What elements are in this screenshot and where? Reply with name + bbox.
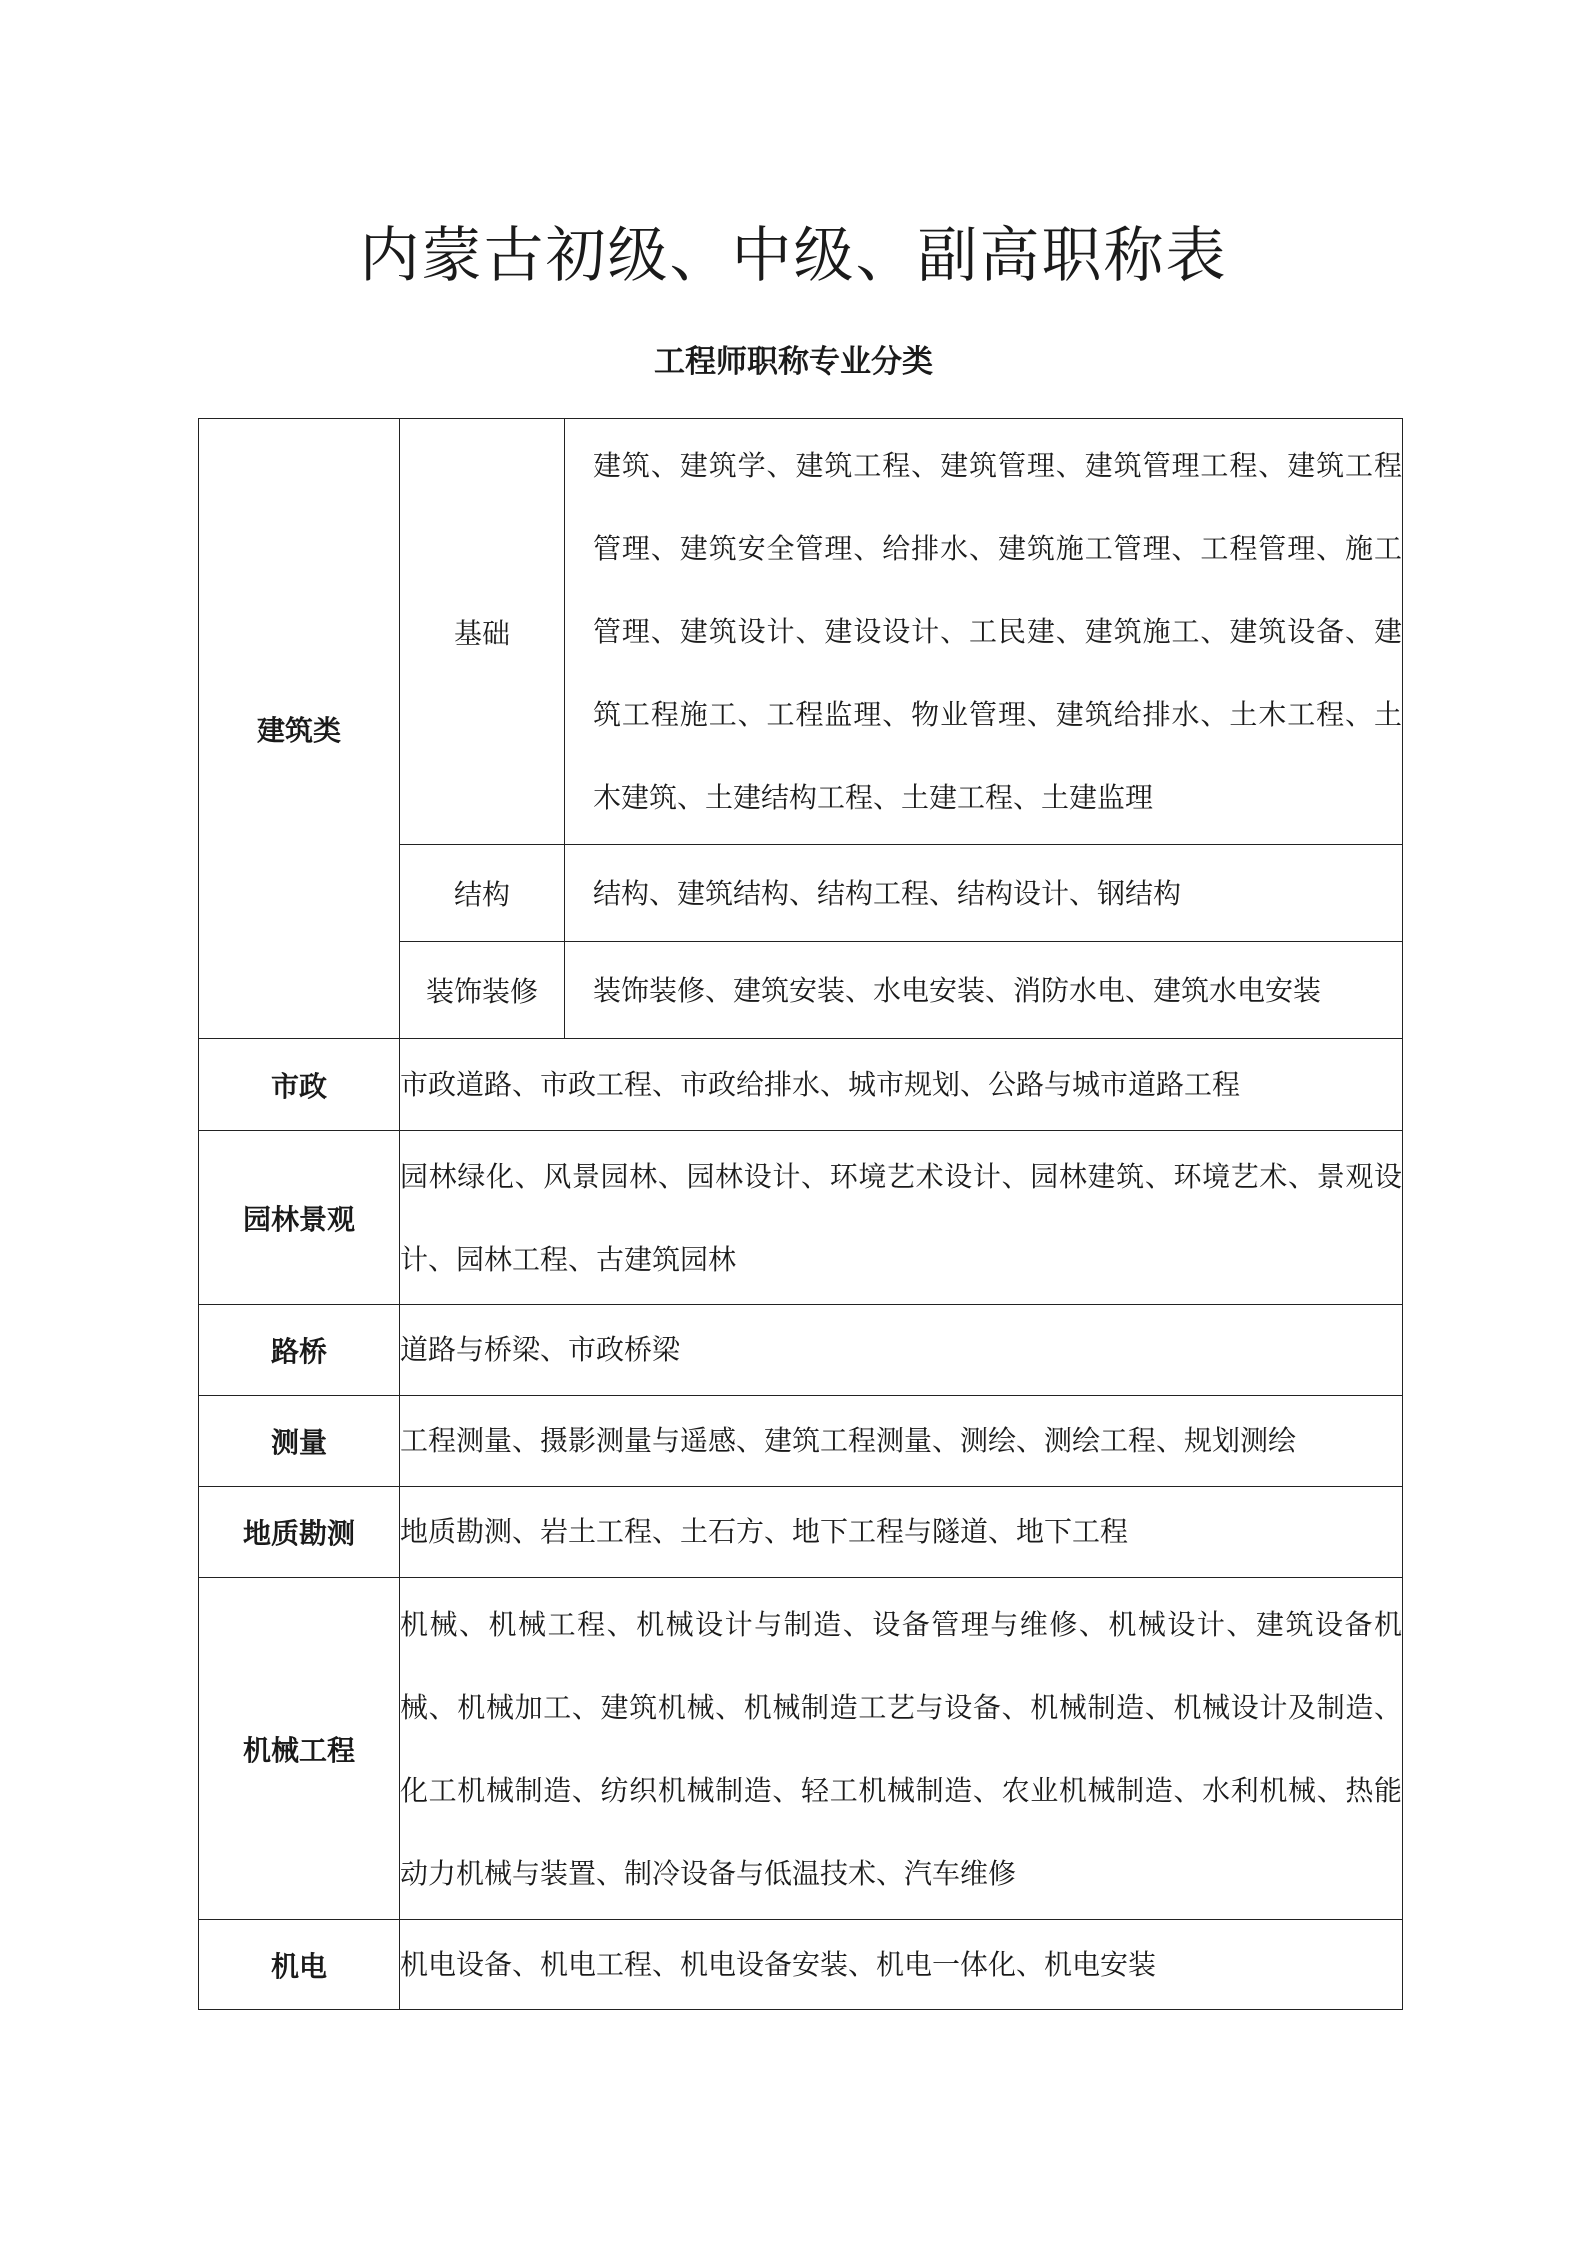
specialty-list: 建筑、建筑学、建筑工程、建筑管理、建筑管理工程、建筑工程管理、建筑安全管理、给排水、建筑施工管理、工程管理、施工管理、建筑设计、建设设计、工民建、建筑施工、建筑设备、建筑工程施工、工程监理、物业管理、建筑给排水、土木工程、土木建筑、土建结构工程、土建工程、土建监理: [565, 419, 1403, 845]
specialty-list: 机械、机械工程、机械设计与制造、设备管理与维修、机械设计、建筑设备机械、机械加工、建筑机械、机械制造工艺与设备、机械制造、机械设计及制造、化工机械制造、纺织机械制造、轻工机械制造、农业机械制造、水利机械、热能动力机械与装置、制冷设备与低温技术、汽车维修: [400, 1578, 1403, 1920]
table-row: [199, 419, 1403, 845]
table-row: [199, 1487, 1403, 1578]
category-cell: 地质勘测: [199, 1487, 400, 1578]
category-cell: 机械工程: [199, 1578, 400, 1920]
specialty-list: 道路与桥梁、市政桥梁: [400, 1305, 1403, 1396]
specialty-list: 工程测量、摄影测量与遥感、建筑工程测量、测绘、测绘工程、规划测绘: [400, 1396, 1403, 1487]
specialty-table: [198, 418, 1403, 2010]
table-row: [199, 1131, 1403, 1305]
category-cell: 路桥: [199, 1305, 400, 1396]
subcategory-cell: 装饰装修: [400, 942, 565, 1039]
table-row: [199, 1920, 1403, 2010]
category-cell: 建筑类: [199, 419, 400, 1039]
table-row: [199, 1396, 1403, 1487]
table-row: [199, 1305, 1403, 1396]
category-cell: 市政: [199, 1039, 400, 1131]
specialty-list: 结构、建筑结构、结构工程、结构设计、钢结构: [565, 845, 1403, 942]
category-cell: 机电: [199, 1920, 400, 2010]
category-cell: 园林景观: [199, 1131, 400, 1305]
document-title: 内蒙古初级、中级、副高职称表: [359, 221, 1228, 291]
table-row: [199, 1039, 1403, 1131]
specialty-list: 机电设备、机电工程、机电设备安装、机电一体化、机电安装: [400, 1920, 1403, 2010]
subcategory-cell: 结构: [400, 845, 565, 942]
specialty-list: 地质勘测、岩土工程、土石方、地下工程与隧道、地下工程: [400, 1487, 1403, 1578]
specialty-list: 市政道路、市政工程、市政给排水、城市规划、公路与城市道路工程: [400, 1039, 1403, 1131]
table-row: [199, 1578, 1403, 1920]
document-subtitle: 工程师职称专业分类: [654, 344, 933, 380]
specialty-list: 装饰装修、建筑安装、水电安装、消防水电、建筑水电安装: [565, 942, 1403, 1039]
category-cell: 测量: [199, 1396, 400, 1487]
specialty-list: 园林绿化、风景园林、园林设计、环境艺术设计、园林建筑、环境艺术、景观设计、园林工程、古建筑园林: [400, 1131, 1403, 1305]
subcategory-cell: 基础: [400, 419, 565, 845]
